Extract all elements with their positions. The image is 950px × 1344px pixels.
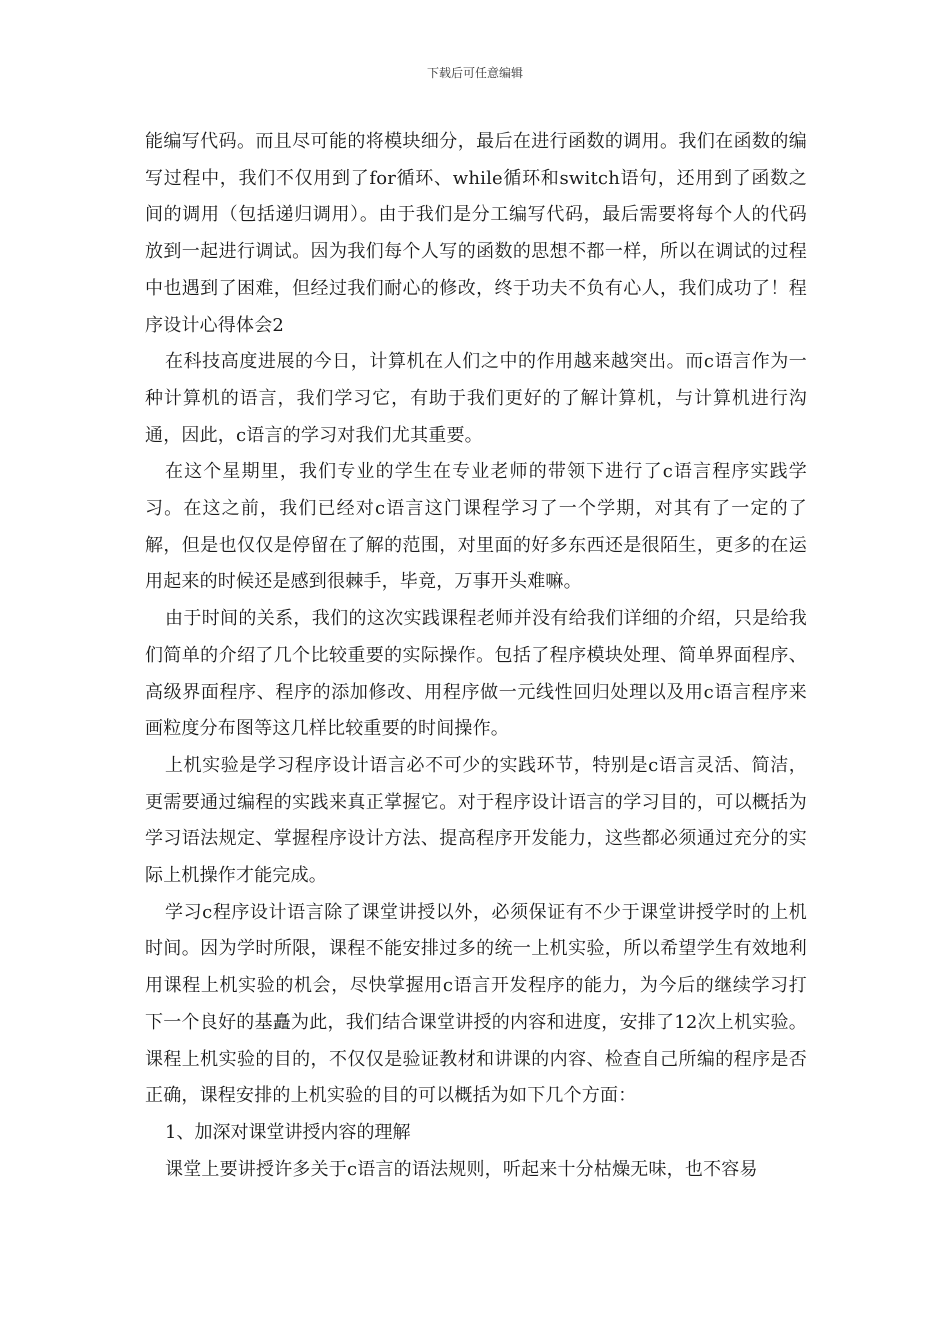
paragraph-intro: 在科技高度进展的今日，计算机在人们之中的作用越来越突出。而c语言作为一种计算机的语言，我们学习它，有助于我们更好的了解计算机，与计算机进行沟通，因此，c语言的学习对我们尤其重要。 xyxy=(145,351,807,446)
page-header: 下载后可任意编辑 xyxy=(426,66,523,80)
paragraph-continuation: 能编写代码。而且尽可能的将模块细分，最后在进行函数的调用。我们在函数的编写过程中，我们不仅用到了for循环、while循环和switch语句，还用到了函数之间的调用（包括递归调用）。由于我们是分工编写代码，最后需要将每个人的代码放到一起进行调试。因为我们每个人写的函数的思想不都一样，所以在调试的过程中也遇到了困难，但经过我们耐心的修改，终于功夫不负有心人，我们成功了！程序设计心得体会2 xyxy=(145,131,807,336)
paragraph-lab-schedule: 学习c程序设计语言除了课堂讲授以外，必须保证有不少于课堂讲授学时的上机时间。因为学时所限，课程不能安排过多的统一上机实验，所以希望学生有效地利用课程上机实验的机会，尽快掌握用c语言开发程序的能力，为今后的继续学习打下一个良好的基矗为此，我们结合课堂讲授的内容和进度，安排了12次上机实验。课程上机实验的目的，不仅仅是验证教材和讲课的内容、检查自己所编的程序是否正确，课程安排的上机实验的目的可以概括为如下几个方面： xyxy=(145,901,807,1107)
section-heading-1: 1、加深对课堂讲授内容的理解 xyxy=(165,1121,411,1143)
paragraph-lab-importance: 上机实验是学习程序设计语言必不可少的实践环节，特别是c语言灵活、简洁，更需要通过编程的实践来真正掌握它。对于程序设计语言的学习目的，可以概括为学习语法规定、掌握程序设计方法、提高程序开发能力，这些都必须通过充分的实际上机操作才能完成。 xyxy=(145,754,807,887)
paragraph-time-constraints: 由于时间的关系，我们的这次实践课程老师并没有给我们详细的介绍，只是给我们简单的介绍了几个比较重要的实际操作。包括了程序模块处理、简单界面程序、高级界面程序、程序的添加修改、用程序做一元线性回归处理以及用c语言程序来画粒度分布图等这几样比较重要的时间操作。 xyxy=(145,608,807,740)
paragraph-grammar-rules: 课堂上要讲授许多关于c语言的语法规则，听起来十分枯燥无味，也不容易 xyxy=(165,1158,758,1180)
paragraph-practice-week: 在这个星期里，我们专业的学生在专业老师的带领下进行了c语言程序实践学习。在这之前，我们已经对c语言这门课程学习了一个学期，对其有了一定的了解，但是也仅仅是停留在了解的范围，对里面的好多东西还是很陌生，更多的在运用起来的时候还是感到很棘手，毕竟，万事开头难嘛。 xyxy=(145,461,807,593)
document-body xyxy=(145,124,807,1188)
